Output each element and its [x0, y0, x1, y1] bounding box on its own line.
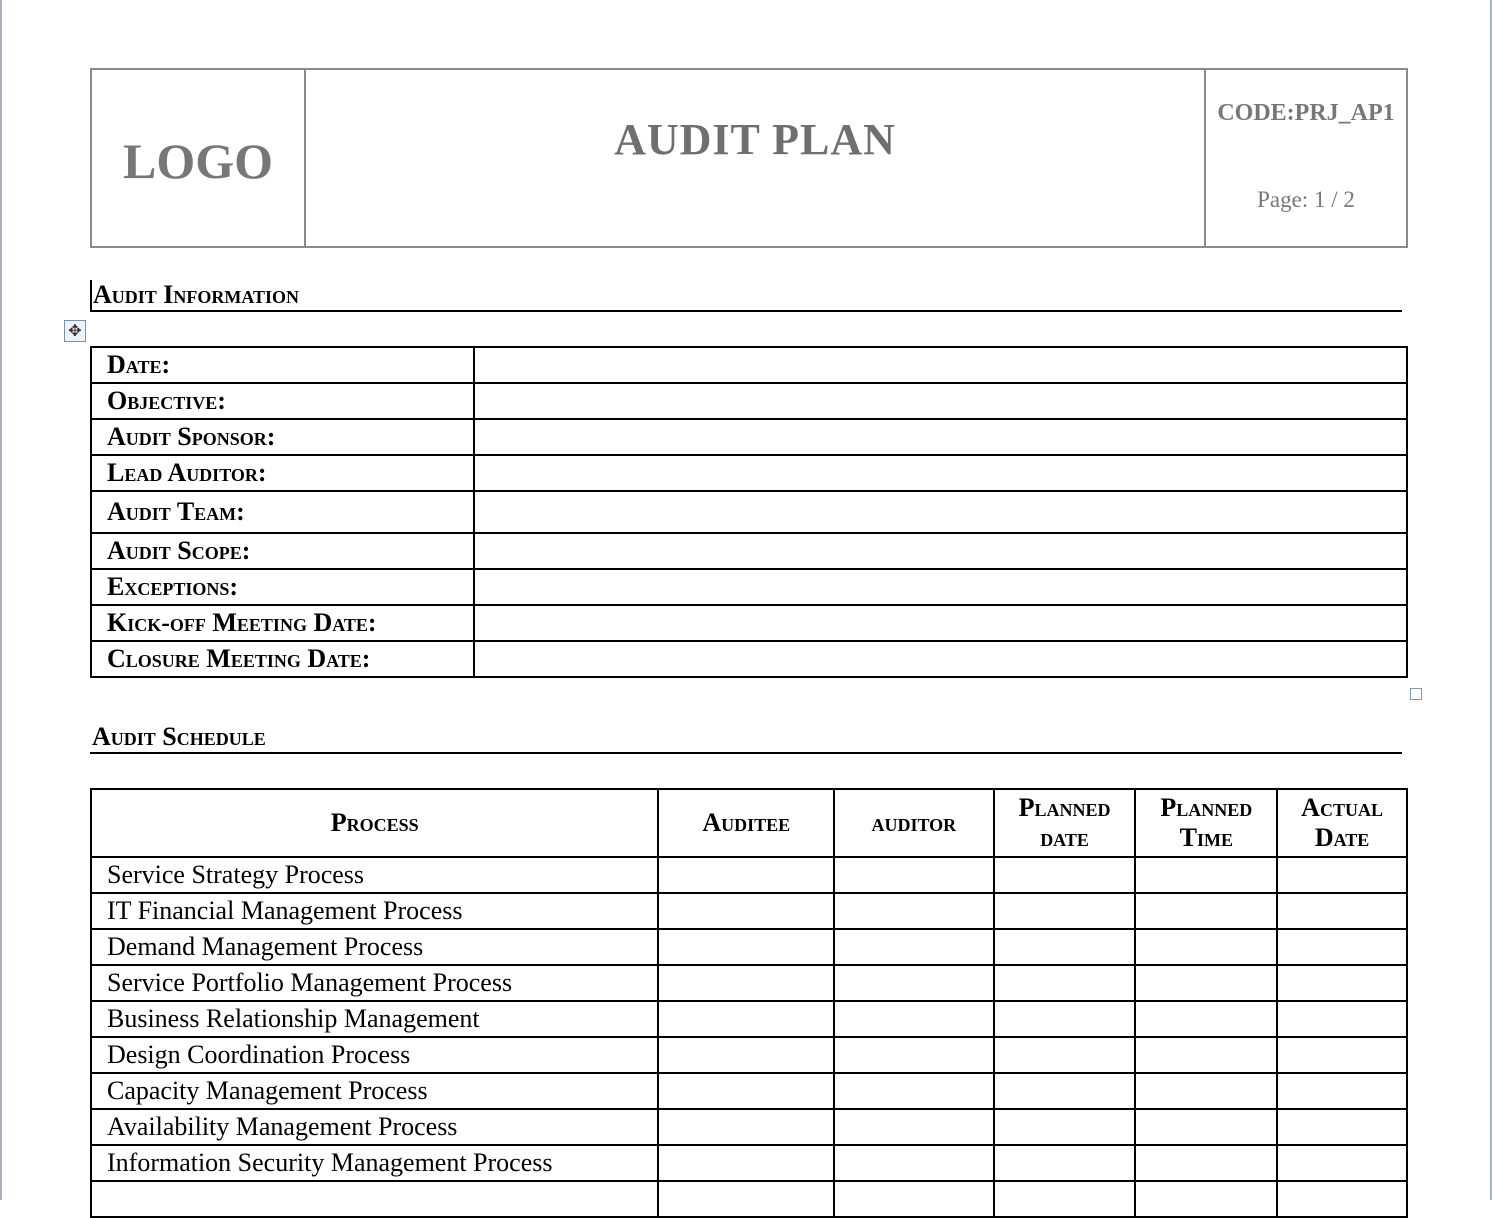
info-value-audit-scope[interactable] [474, 533, 1407, 569]
table-resize-handle-icon[interactable] [1410, 688, 1422, 700]
planned-date-cell[interactable] [994, 1073, 1136, 1109]
document-header [90, 68, 1408, 248]
info-label: Exceptions: [91, 569, 474, 605]
audit-information-table [90, 346, 1408, 678]
info-row-lead-auditor [91, 455, 1407, 491]
actual-date-cell[interactable] [1277, 1109, 1407, 1145]
planned-time-cell[interactable] [1135, 929, 1277, 965]
column-header-text: Time [1179, 823, 1233, 852]
info-row-closure-date [91, 641, 1407, 677]
info-value-date[interactable] [474, 347, 1407, 383]
process-cell[interactable] [91, 1181, 658, 1217]
actual-date-cell[interactable] [1277, 1037, 1407, 1073]
planned-date-cell[interactable] [994, 1001, 1136, 1037]
process-cell[interactable]: Demand Management Process [91, 929, 658, 965]
auditee-cell[interactable] [658, 1073, 834, 1109]
info-value-kickoff-date[interactable] [474, 605, 1407, 641]
table-row [91, 1145, 1407, 1181]
info-row-audit-team [91, 491, 1407, 533]
planned-time-cell[interactable] [1135, 1145, 1277, 1181]
info-value-exceptions[interactable] [474, 569, 1407, 605]
auditor-cell[interactable] [834, 1037, 994, 1073]
document-code: CODE:PRJ_AP1 [1217, 100, 1395, 126]
info-label: Lead Auditor: [91, 455, 474, 491]
column-header-planned-date [994, 789, 1136, 857]
process-cell[interactable]: Information Security Management Process [91, 1145, 658, 1181]
column-header-text: Actual [1301, 793, 1383, 822]
auditor-cell[interactable] [834, 1109, 994, 1145]
column-header-text: Date [1314, 823, 1370, 852]
planned-time-cell[interactable] [1135, 857, 1277, 893]
table-row [91, 1001, 1407, 1037]
info-value-audit-sponsor[interactable] [474, 419, 1407, 455]
auditee-cell[interactable] [658, 1037, 834, 1073]
actual-date-cell[interactable] [1277, 1001, 1407, 1037]
process-cell[interactable]: Business Relationship Management [91, 1001, 658, 1037]
page-left-edge [0, 0, 2, 1200]
auditor-cell[interactable] [834, 1073, 994, 1109]
info-label: Objective: [91, 383, 474, 419]
info-label: Closure Meeting Date: [91, 641, 474, 677]
page-number: Page: 1 / 2 [1257, 187, 1355, 212]
audit-schedule-heading: Audit Schedule [90, 722, 1402, 754]
info-label: Audit Scope: [91, 533, 474, 569]
info-value-objective[interactable] [474, 383, 1407, 419]
planned-time-cell[interactable] [1135, 1181, 1277, 1217]
planned-time-cell[interactable] [1135, 893, 1277, 929]
auditor-cell[interactable] [834, 857, 994, 893]
actual-date-cell[interactable] [1277, 893, 1407, 929]
table-move-handle-icon[interactable]: ✥ [64, 320, 86, 342]
planned-date-cell[interactable] [994, 857, 1136, 893]
process-cell[interactable]: Capacity Management Process [91, 1073, 658, 1109]
auditee-cell[interactable] [658, 1181, 834, 1217]
planned-date-cell[interactable] [994, 1037, 1136, 1073]
process-cell[interactable]: Service Portfolio Management Process [91, 965, 658, 1001]
planned-time-cell[interactable] [1135, 1037, 1277, 1073]
planned-time-cell[interactable] [1135, 965, 1277, 1001]
table-row-partial [91, 1181, 1407, 1217]
audit-schedule-table [90, 788, 1408, 1218]
process-cell[interactable]: Availability Management Process [91, 1109, 658, 1145]
auditor-cell[interactable] [834, 965, 994, 1001]
table-row [91, 965, 1407, 1001]
planned-date-cell[interactable] [994, 965, 1136, 1001]
auditor-cell[interactable] [834, 1145, 994, 1181]
info-label: Audit Sponsor: [91, 419, 474, 455]
actual-date-cell[interactable] [1277, 1181, 1407, 1217]
table-row [91, 929, 1407, 965]
info-row-kickoff-date [91, 605, 1407, 641]
column-header-text: Planned [1160, 793, 1253, 822]
planned-time-cell[interactable] [1135, 1073, 1277, 1109]
planned-date-cell[interactable] [994, 1109, 1136, 1145]
info-label: Date: [91, 347, 474, 383]
logo-placeholder: LOGO [92, 70, 306, 246]
auditee-cell[interactable] [658, 1001, 834, 1037]
process-cell[interactable]: Design Coordination Process [91, 1037, 658, 1073]
auditor-cell[interactable] [834, 1181, 994, 1217]
info-row-date [91, 347, 1407, 383]
auditor-cell[interactable] [834, 929, 994, 965]
column-header-text: date [1040, 823, 1089, 852]
info-row-audit-sponsor [91, 419, 1407, 455]
actual-date-cell[interactable] [1277, 1145, 1407, 1181]
schedule-header-row [91, 789, 1407, 857]
table-row [91, 857, 1407, 893]
column-header-auditee: Auditee [658, 789, 834, 857]
info-row-objective [91, 383, 1407, 419]
process-cell[interactable]: Service Strategy Process [91, 857, 658, 893]
document-meta [1206, 70, 1406, 246]
info-row-audit-scope [91, 533, 1407, 569]
column-header-actual-date [1277, 789, 1407, 857]
auditor-cell[interactable] [834, 1001, 994, 1037]
info-label: Audit Team: [91, 491, 474, 533]
column-header-process: Process [91, 789, 658, 857]
planned-date-cell[interactable] [994, 893, 1136, 929]
column-header-text: Planned [1018, 793, 1111, 822]
auditor-cell[interactable] [834, 893, 994, 929]
process-cell[interactable]: IT Financial Management Process [91, 893, 658, 929]
planned-time-cell[interactable] [1135, 1001, 1277, 1037]
document-title: AUDIT PLAN [306, 70, 1206, 246]
table-row [91, 1037, 1407, 1073]
auditee-cell[interactable] [658, 1145, 834, 1181]
auditee-cell[interactable] [658, 1109, 834, 1145]
info-value-audit-team[interactable] [474, 491, 1407, 533]
actual-date-cell[interactable] [1277, 857, 1407, 893]
info-value-closure-date[interactable] [474, 641, 1407, 677]
planned-date-cell[interactable] [994, 1181, 1136, 1217]
planned-date-cell[interactable] [994, 929, 1136, 965]
table-row [91, 1073, 1407, 1109]
table-row [91, 1109, 1407, 1145]
actual-date-cell[interactable] [1277, 965, 1407, 1001]
planned-date-cell[interactable] [994, 1145, 1136, 1181]
actual-date-cell[interactable] [1277, 1073, 1407, 1109]
table-row [91, 893, 1407, 929]
auditee-cell[interactable] [658, 893, 834, 929]
auditee-cell[interactable] [658, 929, 834, 965]
column-header-planned-time [1135, 789, 1277, 857]
planned-time-cell[interactable] [1135, 1109, 1277, 1145]
audit-information-heading: Audit Information [90, 280, 1402, 312]
info-row-exceptions [91, 569, 1407, 605]
column-header-auditor: auditor [834, 789, 994, 857]
info-value-lead-auditor[interactable] [474, 455, 1407, 491]
info-label: Kick-off Meeting Date: [91, 605, 474, 641]
auditee-cell[interactable] [658, 857, 834, 893]
actual-date-cell[interactable] [1277, 929, 1407, 965]
auditee-cell[interactable] [658, 965, 834, 1001]
